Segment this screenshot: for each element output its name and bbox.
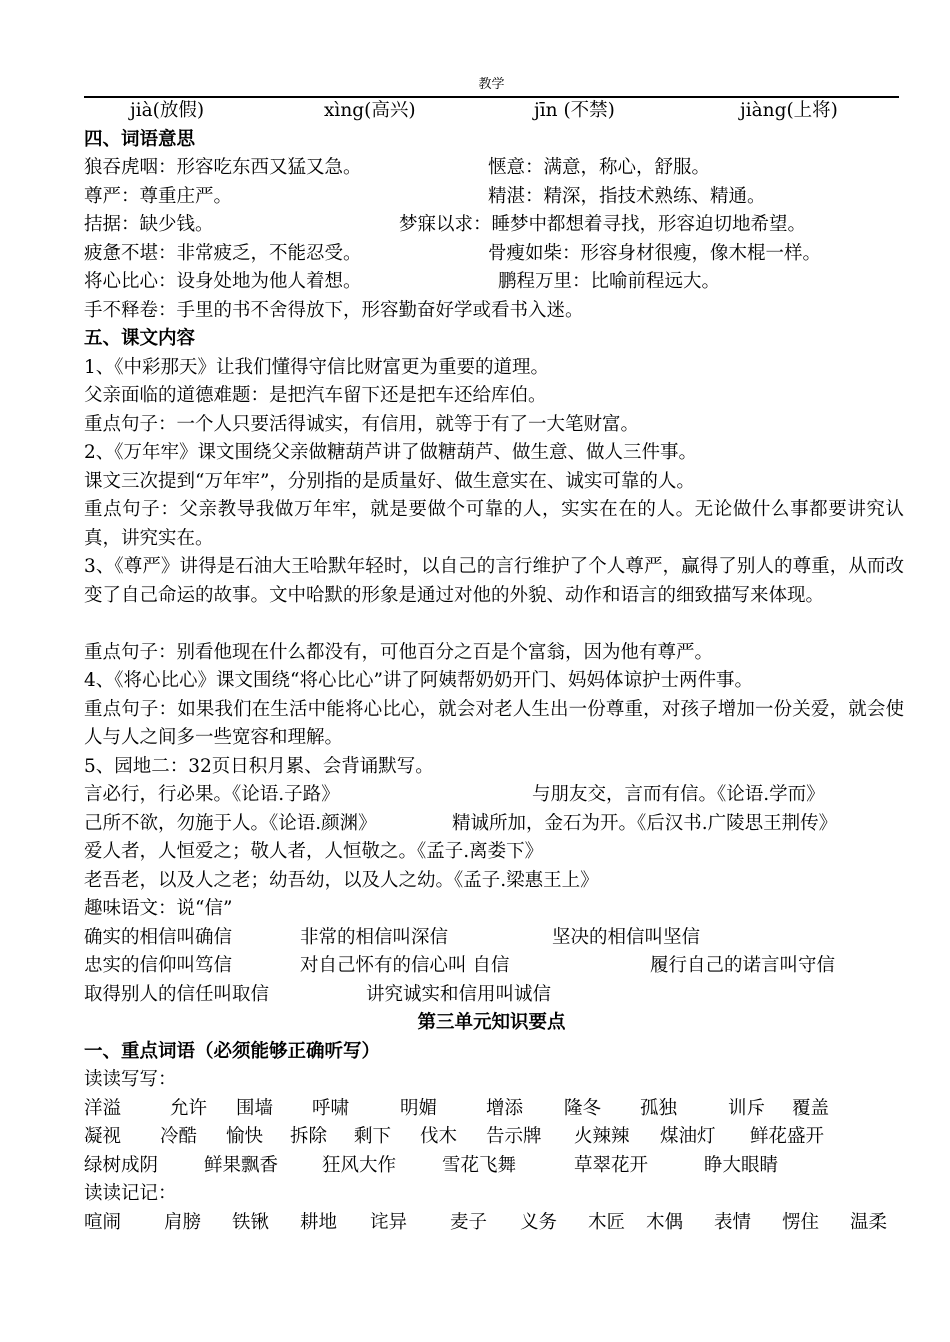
word-row (84, 1152, 904, 1181)
vocab-word: 狂风大作 (322, 1154, 397, 1176)
vocab-word: 愣住 (782, 1211, 820, 1233)
vocab-word: 伐木 (420, 1126, 458, 1147)
vocab-word: 凝视 (84, 1126, 122, 1147)
vocab-word: 铁锹 (232, 1211, 270, 1233)
xin-item: 讲究诚实和信用叫诚信 (366, 983, 552, 1005)
vocab-word: 火辣辣 (574, 1126, 630, 1147)
quote: 与朋友交，言而有信。《论语.学而》 (532, 784, 825, 805)
vocab-word: 训斥 (728, 1097, 766, 1119)
word-row (84, 1209, 904, 1238)
vocab-word: 呼啸 (312, 1097, 350, 1119)
quote-row: 老吾老，以及人之老；幼吾幼，以及人之幼。《孟子.梁惠王上》 (84, 869, 599, 891)
vocab-word: 耕地 (300, 1211, 338, 1233)
vocab-word: 草翠花开 (574, 1154, 649, 1176)
text-line: 5、园地二：32页日积月累、会背诵默写。 (84, 755, 434, 777)
definition: 狼吞虎咽：形容吃东西又猛又急。 (84, 157, 362, 178)
definition: 骨瘦如柴：形容身材很瘦，像木棍一样。 (488, 242, 822, 264)
vocab-word: 诧异 (370, 1211, 408, 1233)
word-row (84, 1095, 904, 1124)
header-title: 教学 (478, 77, 505, 92)
definition-row: 手不释卷：手里的书不舍得放下，形容勤奋好学或看书入迷。 (84, 299, 584, 321)
definition-row (84, 268, 904, 297)
subheading: 读读记记： (84, 1183, 177, 1204)
vocab-word: 增添 (486, 1097, 524, 1119)
xin-row (84, 981, 904, 1010)
quote: 言必行，行必果。《论语.子路》 (84, 784, 340, 805)
vocab-word: 喧闹 (84, 1211, 122, 1233)
vocab-word: 允许 (170, 1097, 208, 1119)
vocab-word: 睁大眼睛 (704, 1154, 779, 1176)
text-paragraph: 重点句子：如果我们在生活中能将心比心，就会对老人生出一份尊重，对孩子增加一份关爱，就会使人与人之间多一些宽容和理解。 (84, 698, 904, 748)
vocab-word: 温柔 (850, 1211, 888, 1233)
vocab-word: 明媚 (400, 1097, 438, 1119)
document-body (84, 97, 904, 1237)
text-line: 重点句子：别看他现在什么都没有，可他百分之百是个富翁，因为他有尊严。 (84, 641, 714, 663)
quote-row (84, 781, 904, 810)
section-heading: 四、词语意思 (84, 128, 196, 150)
vocab-word: 雪花飞舞 (442, 1154, 517, 1176)
vocab-word: 义务 (520, 1211, 558, 1233)
definition: 梦寐以求：睡梦中都想着寻找，形容迫切地希望。 (399, 214, 807, 235)
subheading: 读读写写： (84, 1069, 177, 1090)
section-heading: 五、课文内容 (84, 328, 196, 349)
text-paragraph: 3、《尊严》讲得是石油大王哈默年轻时，以自己的言行维护了个人尊严，赢得了别人的尊重，从而改变了自己命运的故事。文中哈默的形象是通过对他的外貌、动作和语言的细致描写来体现。 (84, 556, 904, 606)
vocab-word: 拆除 (290, 1126, 328, 1147)
vocab-word: 告示牌 (486, 1126, 542, 1147)
pinyin-item: xìng(高兴) (324, 100, 416, 121)
page-header (84, 74, 899, 98)
pinyin-item: jīn (不禁) (534, 100, 615, 121)
xin-row (84, 952, 904, 981)
word-row (84, 1123, 904, 1152)
section-heading: 一、重点词语（必须能够正确听写） (84, 1040, 381, 1062)
vocab-word: 愉快 (226, 1126, 264, 1147)
text-line: 重点句子：一个人只要活得诚实，有信用，就等于有了一大笔财富。 (84, 413, 640, 435)
pinyin-item: jià(放假) (130, 100, 205, 121)
xin-item: 确实的相信叫确信 (84, 926, 233, 948)
definition: 惬意：满意，称心，舒服。 (488, 157, 711, 178)
xin-item: 履行自己的诺言叫守信 (650, 955, 836, 976)
definition-row (84, 211, 904, 240)
quote-row (84, 810, 904, 839)
vocab-word: 围墙 (236, 1097, 274, 1119)
vocab-word: 冷酷 (160, 1126, 198, 1147)
vocab-word: 麦子 (450, 1211, 488, 1233)
definition-row (84, 154, 904, 183)
xin-item: 对自己怀有的信心叫 自信 (300, 955, 510, 976)
definition: 拮据：缺少钱。 (84, 214, 214, 235)
vocab-word: 隆冬 (564, 1097, 602, 1119)
vocab-word: 鲜果飘香 (204, 1154, 279, 1176)
text-line: 4、《将心比心》课文围绕“将心比心”讲了阿姨帮奶奶开门、妈妈体谅护士两件事。 (84, 670, 753, 691)
xin-item: 坚决的相信叫坚信 (552, 926, 701, 948)
text-paragraph: 重点句子：父亲教导我做万年牢，就是要做个可靠的人，实实在在的人。无论做什么事都要讲究认真，讲究实在。 (84, 499, 904, 549)
vocab-word: 木匠 (588, 1211, 626, 1233)
text-line: 趣味语文：说“信” (84, 898, 233, 919)
vocab-word: 覆盖 (792, 1097, 830, 1119)
pinyin-row (84, 97, 904, 126)
quote-row: 爱人者，人恒爱之；敬人者，人恒敬之。《孟子.离娄下》 (84, 841, 544, 862)
definition: 鹏程万里：比喻前程远大。 (498, 271, 721, 292)
xin-item: 取得别人的信任叫取信 (84, 983, 270, 1005)
vocab-word: 洋溢 (84, 1097, 122, 1119)
quote: 精诚所加，金石为开。《后汉书.广陵思王荆传》 (452, 812, 838, 834)
definition: 疲惫不堪：非常疲乏，不能忍受。 (84, 242, 362, 264)
definition: 尊严：尊重庄严。 (84, 185, 233, 207)
vocab-word: 煤油灯 (660, 1126, 716, 1147)
definition: 将心比心：设身处地为他人着想。 (84, 271, 362, 292)
definition-row (84, 183, 904, 212)
definition-row (84, 240, 904, 269)
unit-title: 第三单元知识要点 (417, 1012, 566, 1033)
vocab-word: 表情 (714, 1211, 752, 1233)
text-line: 1、《中彩那天》让我们懂得守信比财富更为重要的道理。 (84, 356, 550, 378)
text-line: 课文三次提到“万年牢”，分别指的是质量好、做生意实在、诚实可靠的人。 (84, 470, 695, 492)
pinyin-item: jiàng(上将) (740, 100, 838, 121)
xin-row (84, 924, 904, 953)
text-line: 父亲面临的道德难题：是把汽车留下还是把车还给库伯。 (84, 385, 547, 406)
definition: 精湛：精深，指技术熟练、精通。 (488, 185, 766, 207)
vocab-word: 鲜花盛开 (750, 1126, 825, 1147)
vocab-word: 肩膀 (164, 1211, 202, 1233)
vocab-word: 绿树成阴 (84, 1154, 159, 1176)
vocab-word: 剩下 (354, 1126, 392, 1147)
text-line: 2、《万年牢》课文围绕父亲做糖葫芦讲了做糖葫芦、做生意、做人三件事。 (84, 442, 698, 463)
vocab-word: 木偶 (646, 1211, 684, 1233)
quote: 己所不欲，勿施于人。《论语.颜渊》 (84, 812, 377, 834)
vocab-word: 孤独 (640, 1097, 678, 1119)
xin-item: 忠实的信仰叫笃信 (84, 955, 233, 976)
xin-item: 非常的相信叫深信 (300, 926, 449, 948)
